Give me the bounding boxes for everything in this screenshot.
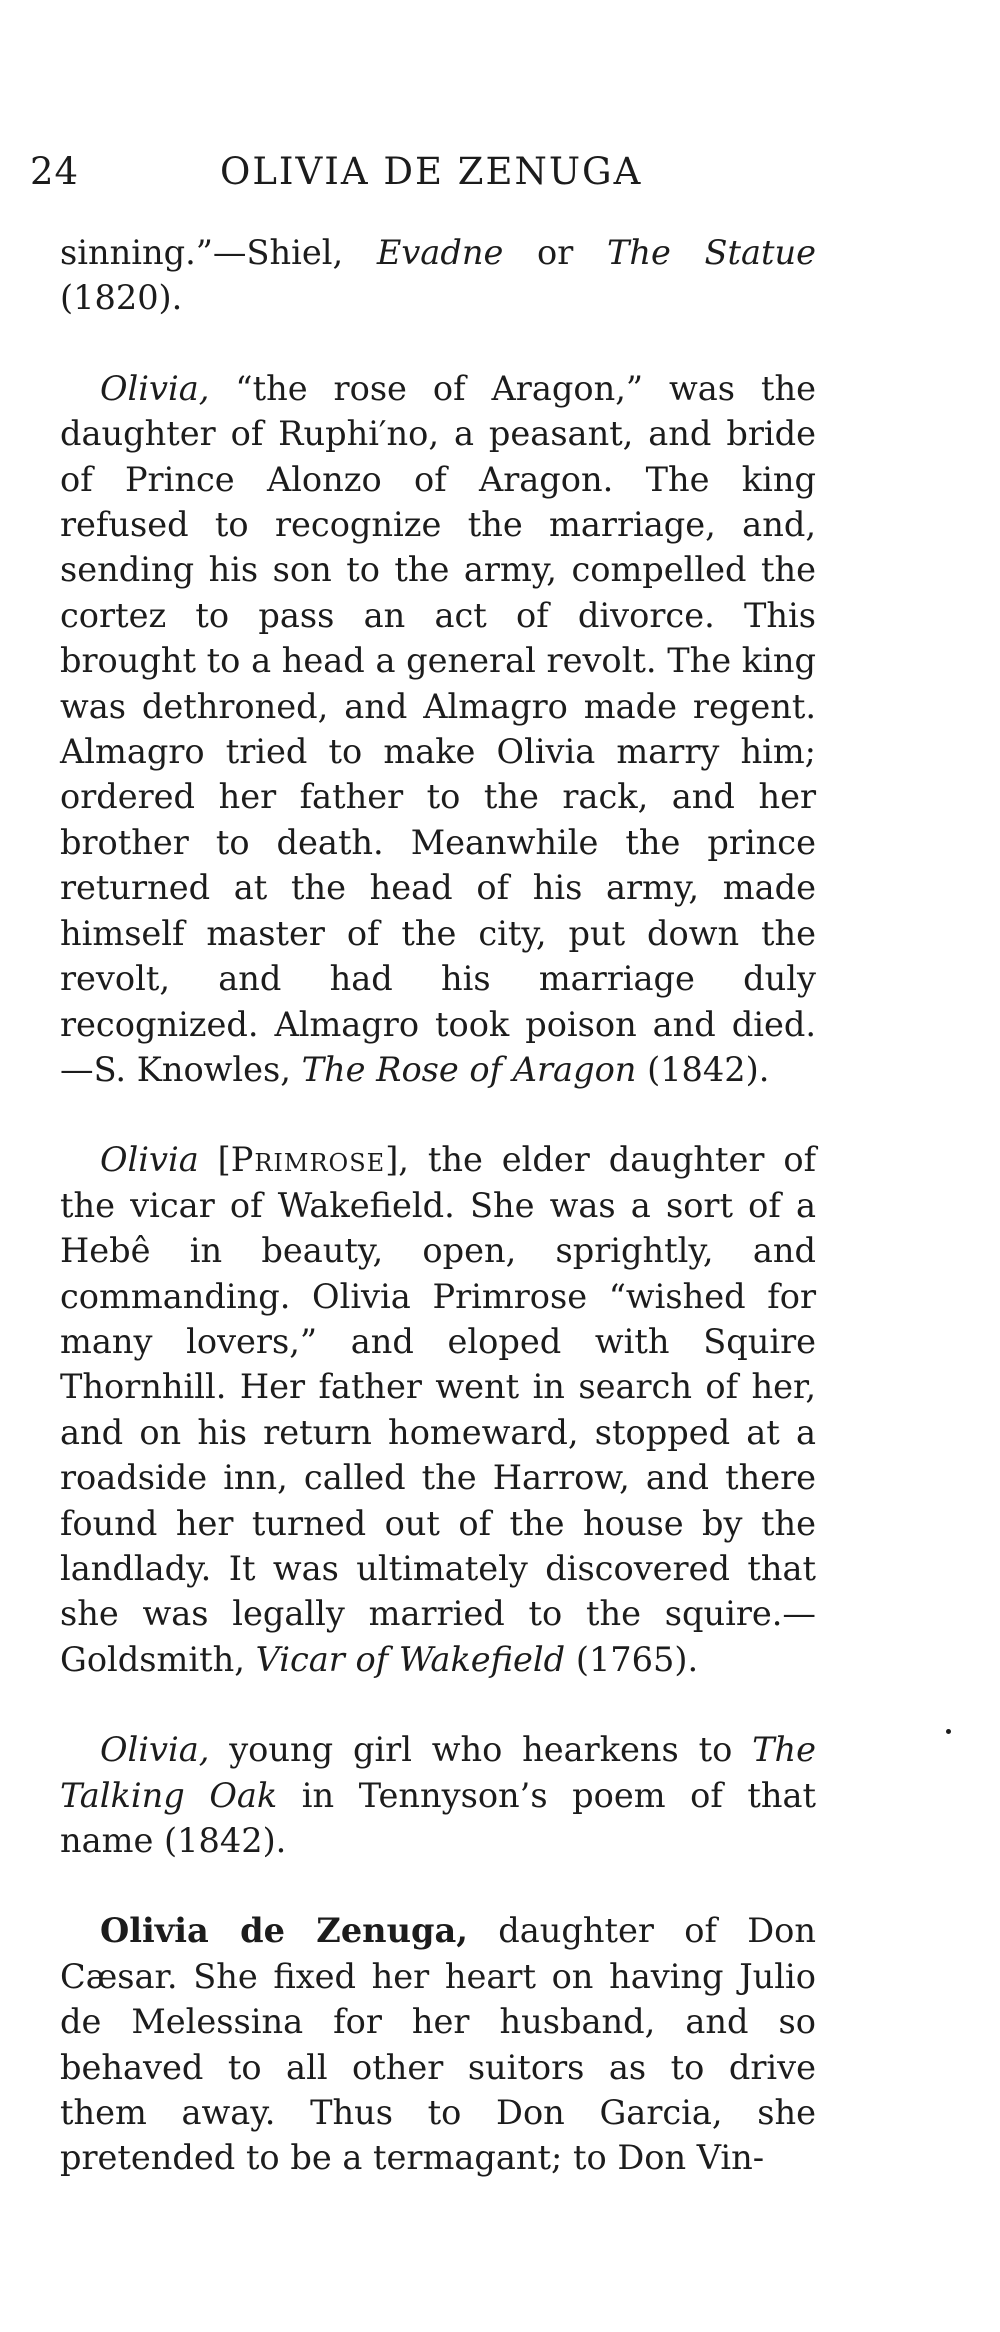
entry-headword: Olivia, [100,368,210,408]
small-caps-name: Primrose [230,1140,386,1180]
text-run: or [503,233,607,272]
text-run: (1820). [60,278,183,318]
text-run: in Tennyson’s poem of that name (1842). [60,1775,816,1860]
paragraph-continuation [60,230,816,321]
text-run: young girl who hearkens to [209,1730,753,1770]
text-run: ], the elder daughter of the vicar of Wakefield. She was a sort of a Hebê in beauty, open, sprightly, and commanding. Olivia Primrose “wished for many lovers,” and eloped with Squire Thornhill. Her father went in search of her, and on his return homeward, stopped at a roadside inn, called the Harrow, and there found her turned out of the house by the landlady. It was ultimately discovered that she was legally married to the squire.—Goldsmith, [60,1140,816,1679]
title-vicar-of-wakefield: Vicar of Wakefield [255,1639,566,1679]
entry-headword-bold: Olivia de Zenuga, [100,1910,468,1951]
text-run: sinning.”—Shiel, [60,233,377,272]
entry-olivia-talking-oak [60,1727,816,1863]
title-the-statue: The Statue [606,233,817,272]
page-header [30,150,960,202]
text-run: “the rose of Aragon,” was the daughter of Ruphi′no, a peasant, and bride of Prince Alonzo of Aragon. The king refused to recognize the marriage, and, sending his son to the army, compelled the cortez to pass an act of divorce. This brought to a head a general revolt. The king was dethroned, and Almagro made regent. Almagro tried to make Olivia marry him; ordered her father to the rack, and her brother to death. Meanwhile the prince returned at the head of his army, made himself master of the city, put down the revolt, and had his marriage duly recognized. Almagro took poison and died.—S. Knowles, [60,368,816,1089]
page-number: 24 [30,150,80,193]
text-run: [ [198,1140,231,1180]
margin-speck [946,1729,951,1734]
entry-olivia-de-zenuga [60,1908,816,2180]
title-evadne: Evadne [376,233,504,272]
entry-olivia-rose-of-aragon [60,366,816,1093]
running-title: OLIVIA DE ZENUGA [220,150,643,193]
entry-headword: Olivia, [100,1730,210,1770]
text-run: (1842). [636,1049,770,1089]
text-run: (1765). [565,1639,699,1679]
body-text [60,230,816,2226]
title-talking-oak: The Talking Oak [60,1730,816,1815]
entry-olivia-primrose [60,1137,816,1682]
text-run: daughter of Don Cæsar. She fixed her heart on having Julio de Melessina for her husband, and so behaved to all other suitors as to drive them away. Thus to Don Garcia, she pretended to be a termagant; to Don Vin- [60,1911,816,2178]
title-rose-of-aragon: The Rose of Aragon [301,1049,637,1089]
entry-headword: Olivia [100,1140,199,1180]
